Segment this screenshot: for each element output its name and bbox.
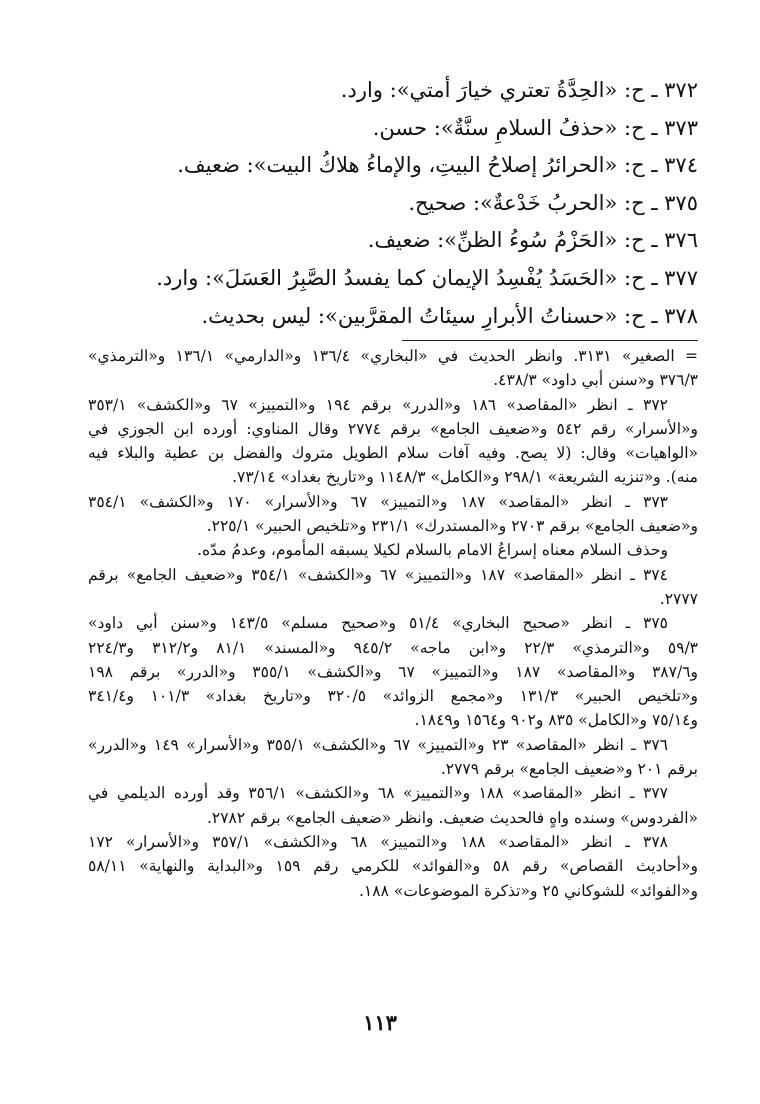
hadith-entry-373: ٣٧٣ ـ ح: «حذفُ السلامِ سنَّةٌ»: حسن. <box>372 115 698 140</box>
footnote-line: و«الأسرار» رقم ٥٤٢ و«ضعيف الجامع» برقم ٢٧٧٤ وقال المناوي: أورده ابن الجوزي في <box>88 419 698 438</box>
footnote-line: ٣٧٧ ـ انظر «المقاصد» ١٨٨ و«التمييز» ٦٨ و«الكشف» ٣٥٦/١ وقد أورده الديلمي في <box>88 784 668 803</box>
footnote-line: و٧٥/١٤ و«الكامل» ٨٣٥ و٩٠٢ و١٥٦٤ و١٨٤٩. <box>414 711 698 730</box>
footnote-line: منه). و«تنزيه الشريعة» ٢٩٨/١ و«الكامل» ١١٤٨/٣ و«تاريخ بغداد» ٧٣/١٤. <box>232 468 698 487</box>
hadith-entry-376: ٣٧٦ ـ ح: «الحَزْمُ سُوءُ الظنِّ»: ضعيف. <box>367 228 698 253</box>
hadith-entry-378: ٣٧٨ ـ ح: «حسناتُ الأبرارِ سيئاتُ المقرَّبين»: ليس بحديث. <box>201 303 698 328</box>
footnote-line: وحذف السلام معناه إسراعُ الامام بالسلام لكيلا يسبقه المأموم، وعدمُ مدّه. <box>197 541 668 560</box>
footnote-line: «الواهيات» وقال: (لا يصح. وفيه آفات سلام الطويل متروك والفضل بن عطية والبلاء فيه <box>88 444 698 463</box>
footnote-line: ٣٧٢ ـ انظر «المقاصد» ١٨٦ و«الدرر» برقم ١٩٤ و«التمييز» ٦٧ و«الكشف» ٣٥٣/١ <box>88 395 668 414</box>
footnotes <box>88 344 698 903</box>
footnote-line: و«ضعيف الجامع» برقم ٢٧٠٣ و«المستدرك» ٢٣١/١ و«تلخيص الحبير» ٢٢٥/١. <box>206 517 698 536</box>
footnote-line: ٣٧٣ ـ انظر «المقاصد» ١٨٧ و«التمييز» ٦٧ و«الأسرار» ١٧٠ و«الكشف» ٣٥٤/١ <box>88 492 668 511</box>
footnote-line: و«تلخيص الحبير» ١٣١/٣ و«مجمع الزوائد» ٣٢٠/٥ و«تاريخ بغداد» ١٠١/٣ و٣٤١/٤ <box>88 687 698 706</box>
footnote-line: و«الفوائد» للشوكاني ٢٥ و«تذكرة الموضوعات» ١٨٨. <box>358 881 698 900</box>
footnote-line: و«أحاديث القصاص» رقم ٥٨ و«الفوائد» للكرمي رقم ١٥٩ و«البداية والنهاية» ٥٨/١١ <box>88 857 698 876</box>
footnote-line: ٣٧٤ ـ انظر «المقاصد» ١٨٧ و«التمييز» ٦٧ و«الكشف» ٣٥٤/١ و«ضعيف الجامع» برقم <box>88 565 668 584</box>
footnote-line: = الصغير» ٣١٣١. وانظر الحديث في «البخاري» ١٣٦/٤ و«الدارمي» ١٣٦/١ و«الترمذي» <box>88 347 698 365</box>
footnote-line: ٣٧٦ ـ انظر «المقاصد» ٢٣ و«التمييز» ٦٧ و«الكشف» ٣٥٥/١ و«الأسرار» ١٤٩ و«الدرر» <box>88 735 668 754</box>
page-number: ١١٣ <box>363 1010 397 1035</box>
footnote-divider <box>402 340 698 341</box>
hadith-entry-372: ٣٧٢ ـ ح: «الحِدَّةُ تعتري خيارَ أمتي»: وارد. <box>340 78 698 102</box>
footnote-line: ٥٩/٣ و«الترمذي» ٢٢/٣ و«ابن ماجه» ٩٤٥/٢ و«المسند» ٨١/١ و٣١٢/٢ و٢٢٤/٣ <box>88 638 698 657</box>
hadith-entry-374: ٣٧٤ ـ ح: «الحرائرُ إصلاحُ البيتِ، والإماءُ هلاكُ البيت»: ضعيف. <box>177 153 698 178</box>
footnote-line: ٣٧٦/٣ و«سنن أبي داود» ٤٣٨/٣. <box>493 371 698 390</box>
footnote-line: و٣٨٧/٦ و«المقاصد» ١٨٧ و«التمييز» ٦٧ و«الكشف» ٣٥٥/١ و«الدرر» برقم ١٩٨ <box>88 662 698 681</box>
footnote-line: ٣٧٨ ـ انظر «المقاصد» ١٨٨ و«التمييز» ٦٨ و«الكشف» ٣٥٧/١ و«الأسرار» ١٧٢ <box>88 832 668 851</box>
hadith-entry-375: ٣٧٥ ـ ح: «الحربُ خَدْعةٌ»: صحيح. <box>408 190 698 215</box>
hadith-entries <box>78 72 698 335</box>
hadith-entry-377: ٣٧٧ ـ ح: «الحَسَدُ يُفْسِدُ الإيمان كما يفسدُ الصَّبِرُ العَسَلَ»: وارد. <box>156 265 698 290</box>
footnote-line: ٢٧٧٧. <box>659 589 698 608</box>
footnote-line: برقم ٢٠١ و«ضعيف الجامع» برقم ٢٧٧٩. <box>440 760 698 779</box>
footnote-line: ٣٧٥ ـ انظر «صحيح البخاري» ٥١/٤ و«صحيح مسلم» ١٤٣/٥ و«سنن أبي داود» <box>88 614 668 633</box>
footnote-line: «الفردوس» وسنده واهٍ فالحديث ضعيف. وانظر «ضعيف الجامع» برقم ٢٧٨٢. <box>206 808 698 827</box>
